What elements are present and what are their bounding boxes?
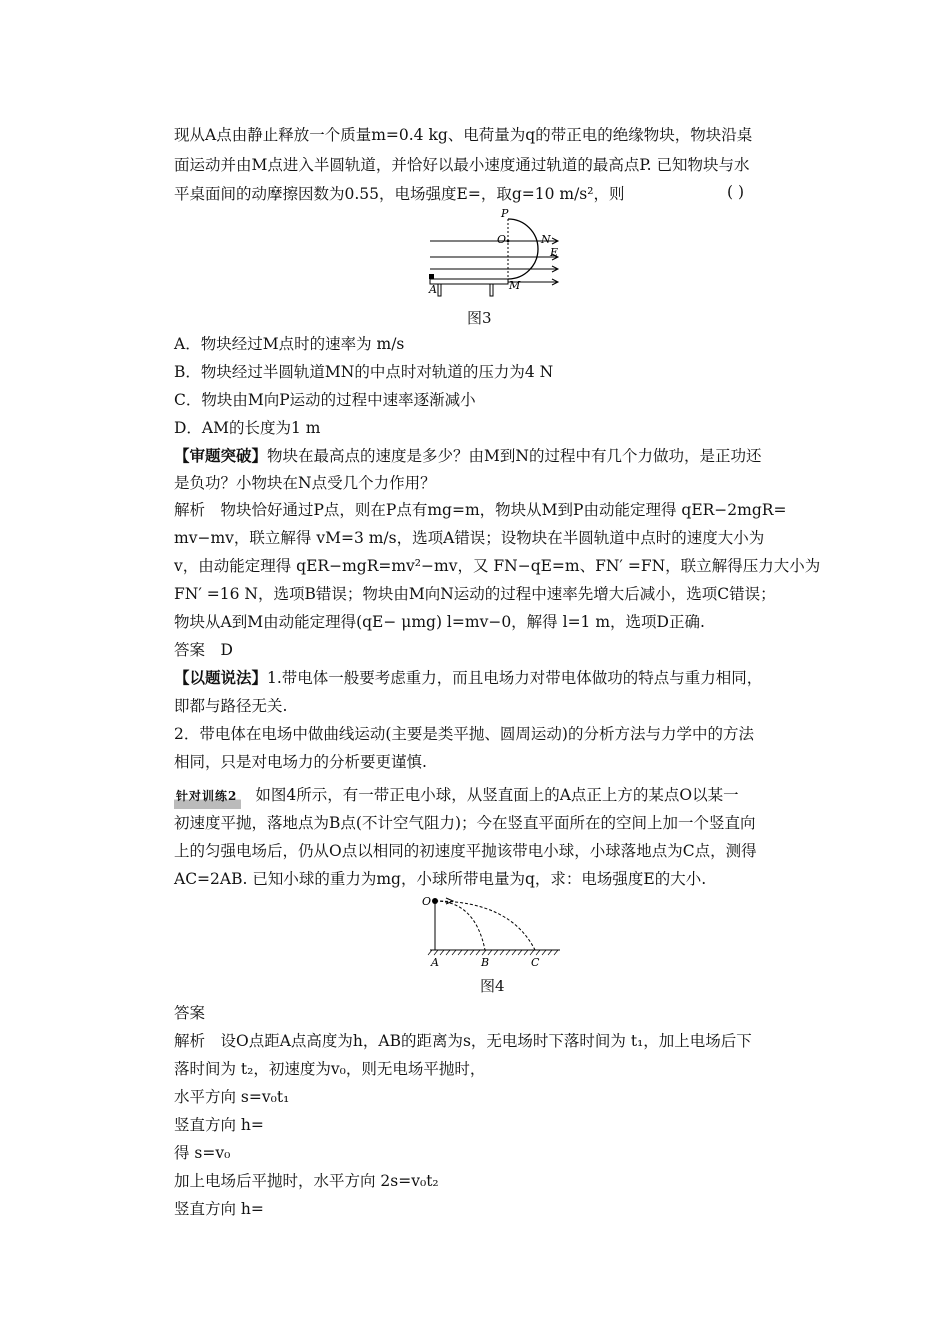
answer-line: 答案 D	[174, 641, 233, 659]
text-span: 1.带电体一般要考虑重力，而且电场力对带电体做功的特点与重力相同，	[267, 669, 763, 687]
text-line: AC=2AB. 已知小球的重力为mg，小球所带电量为q，求：电场强度E的大小.	[174, 870, 707, 888]
section-tag: 【审题突破】	[174, 446, 268, 465]
trajectory-b	[435, 901, 485, 950]
text-span: 如图4所示，有一带正电小球，从竖直面上的A点正上方的某点O以某一	[255, 786, 739, 804]
text-line: 平桌面间的动摩擦因数为0.55，电场强度E=，取g=10 m/s²，则	[174, 185, 625, 203]
label-c: C	[531, 956, 540, 969]
text-line: 竖直方向 h=	[174, 1116, 264, 1134]
text-line: 是负功？小物块在N点受几个力作用？	[174, 474, 436, 492]
text-line: 水平方向 s=v₀t₁	[174, 1088, 290, 1106]
block	[429, 274, 434, 279]
text-line	[174, 445, 761, 467]
text-line: 竖直方向 h=	[174, 1200, 264, 1218]
trajectory-c	[435, 901, 535, 950]
label-o: O	[497, 233, 507, 246]
label-n: N	[541, 233, 551, 246]
section-tag: 【以题说法】	[174, 668, 268, 687]
text-line: 面运动并由M点进入半圆轨道，并恰好以最小速度通过轨道的最高点P. 已知物块与水	[174, 156, 750, 174]
text-line: 加上电场后平抛时，水平方向 2s=v₀t₂	[174, 1172, 439, 1190]
label-b: B	[481, 956, 490, 969]
semicircle-track	[508, 219, 538, 279]
training-badge: 针对训练2	[174, 785, 241, 809]
text-line: mv−mv，联立解得 vM=3 m/s，选项A错误；设物块在半圆轨道中点时的速度大小为	[174, 529, 765, 547]
text-line: 初速度平抛，落地点为B点(不计空气阻力)；今在竖直平面所在的空间上加一个竖直向	[174, 814, 756, 832]
text-line: v，由动能定理得 qER−mgR=mv²−mv，又 FN−qE=m、FN′ =FN，联立解得压力大小为	[174, 557, 821, 575]
text-line: 现从A点由静止释放一个质量m=0.4 kg、电荷量为q的带正电的绝缘物块，物块沿桌	[174, 126, 753, 144]
text-span: 物块在最高点的速度是多少？由M到N的过程中有几个力做功，是正功还	[267, 447, 762, 465]
label-a: A	[429, 283, 437, 296]
table-leg	[438, 284, 441, 296]
figure-caption: 图4	[480, 977, 505, 995]
figure-4	[420, 893, 570, 971]
label-m: M	[509, 279, 521, 292]
table-top	[430, 279, 508, 284]
figure-caption: 图3	[467, 309, 492, 327]
table-leg	[490, 284, 493, 296]
option-c: C．物块由M向P运动的过程中速率逐渐减小	[174, 391, 476, 409]
text-line: 2．带电体在电场中做曲线运动(主要是类平抛、圆周运动)的分析方法与力学中的方法	[174, 725, 754, 743]
label-a: A	[431, 956, 439, 969]
label-p: P	[501, 207, 509, 220]
center-point	[507, 240, 510, 243]
figure-3	[420, 205, 570, 300]
text-line: 落时间为 t₂，初速度为v₀，则无电场平抛时，	[174, 1060, 486, 1078]
option-b: B．物块经过半圆轨道MN的中点时对轨道的压力为4 N	[174, 363, 554, 381]
answer-line: 答案	[174, 1004, 206, 1022]
text-line: 上的匀强电场后，仍从O点以相同的初速度平抛该带电小球，小球落地点为C点，测得	[174, 842, 757, 860]
option-a: A．物块经过M点时的速率为 m/s	[174, 335, 405, 353]
text-line: 解析 设O点距A点高度为h，AB的距离为s，无电场时下落时间为 t₁，加上电场后下	[174, 1032, 752, 1050]
text-line: 解析 物块恰好通过P点，则在P点有mg=m，物块从M到P由动能定理得 qER−2mgR=	[174, 501, 787, 519]
text-line	[174, 667, 762, 689]
text-line: 物块从A到M由动能定理得(qE− μmg) l=mv−0，解得 l=1 m，选项D正确.	[174, 613, 705, 631]
text-line	[174, 784, 739, 809]
text-line: 得 s=v₀	[174, 1144, 231, 1162]
text-line: 即都与路径无关.	[174, 697, 288, 715]
label-e: E	[550, 246, 559, 259]
option-d: D．AM的长度为1 m	[174, 419, 321, 437]
label-o: O	[422, 895, 432, 908]
text-line: FN′ =16 N，选项B错误；物块由M向N运动的过程中速率先增大后减小，选项C错误；	[174, 585, 776, 603]
answer-paren: ( )	[727, 183, 745, 201]
text-line: 相同，只是对电场力的分析要更谨慎.	[174, 753, 427, 771]
ground-hatch	[428, 950, 558, 955]
